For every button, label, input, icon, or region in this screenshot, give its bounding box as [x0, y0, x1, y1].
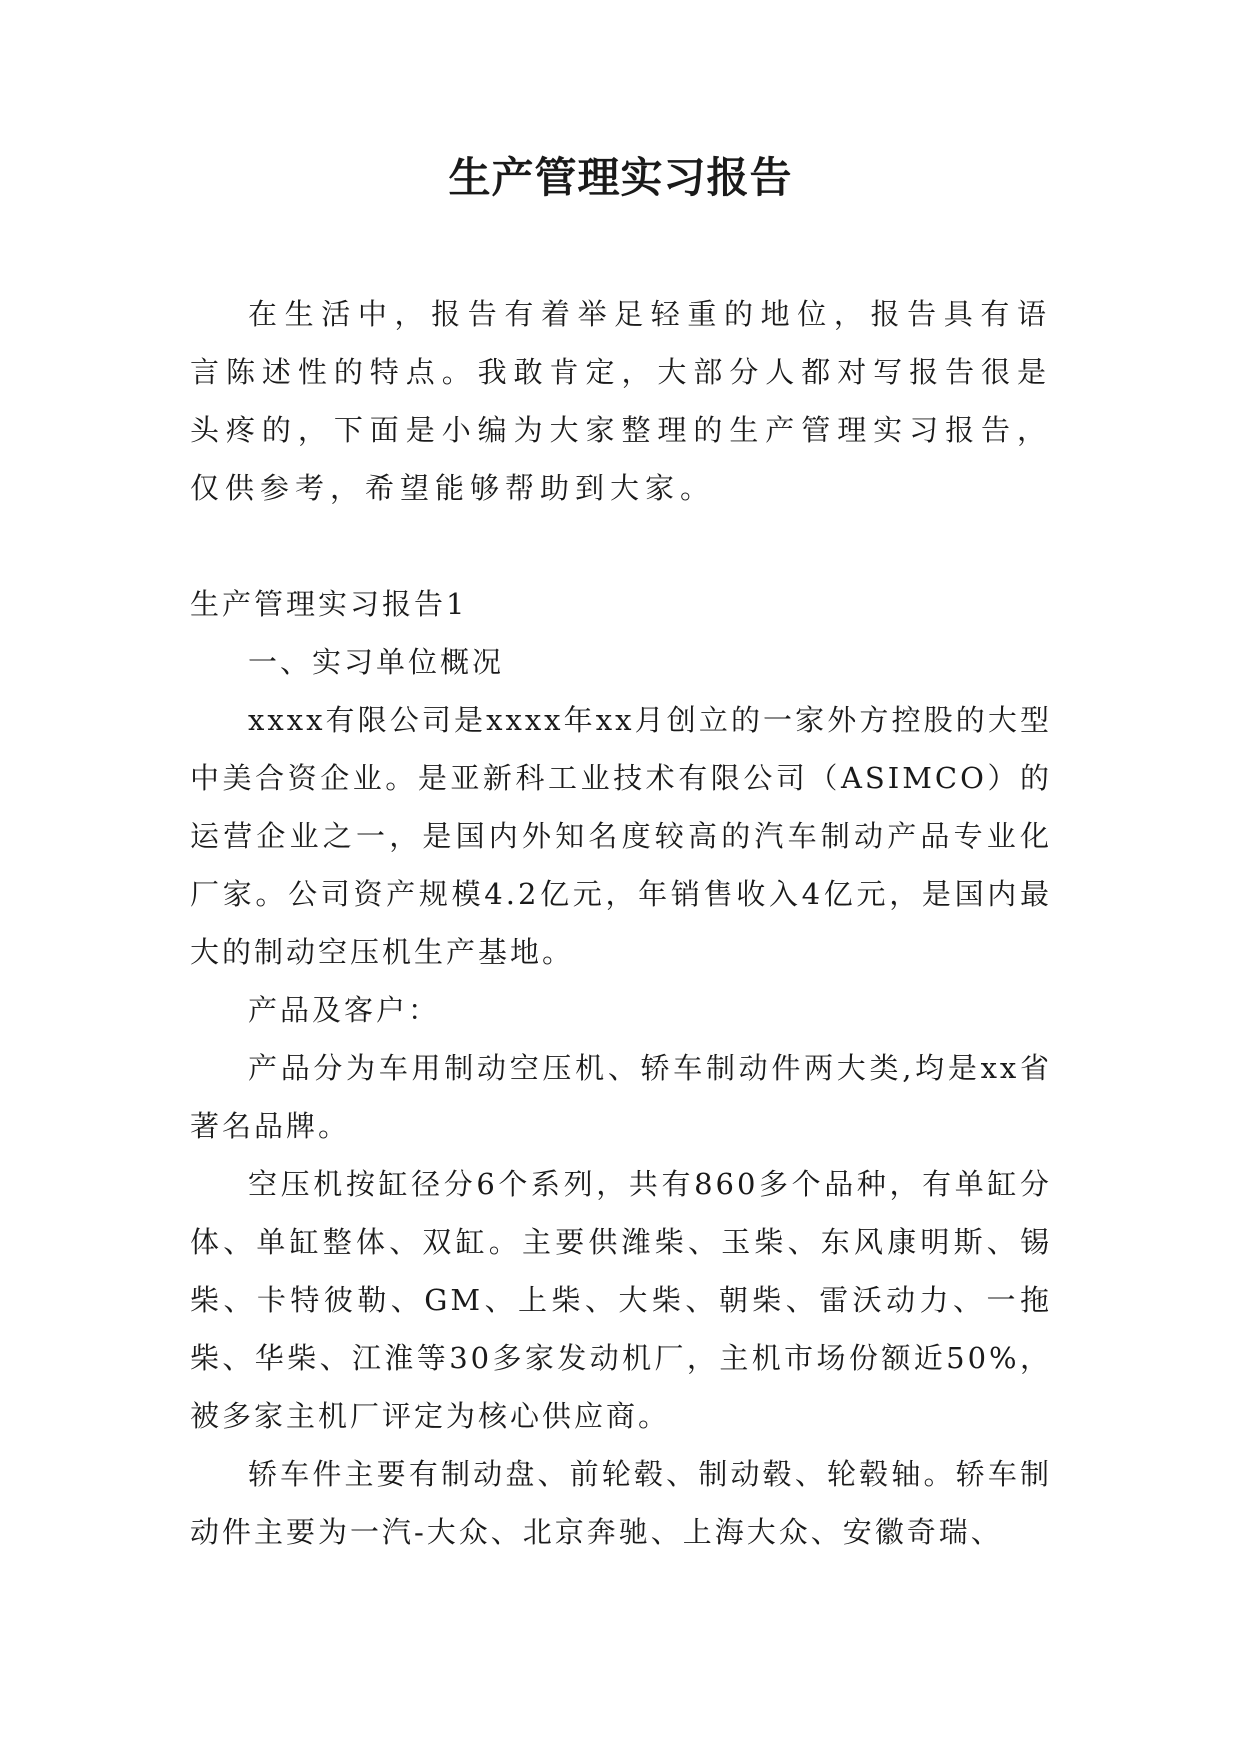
intro-paragraph: 在生活中，报告有着举足轻重的地位，报告具有语言陈述性的特点。我敢肯定，大部分人都对写报告很是头疼的，下面是小编为大家整理的生产管理实习报告，仅供参考，希望能够帮助到大家。 — [190, 297, 1052, 505]
car-parts-paragraph: 轿车件主要有制动盘、前轮毂、制动毂、轮毂轴。轿车制动件主要为一汽-大众、北京奔驰、上海大众、安徽奇瑞、 — [190, 1457, 1052, 1549]
document-body — [190, 285, 1052, 1561]
compressor-paragraph: 空压机按缸径分6个系列，共有860多个品种，有单缸分体、单缸整体、双缸。主要供潍柴、玉柴、东风康明斯、锡柴、卡特彼勒、GM、上柴、大柴、朝柴、雷沃动力、一拖柴、华柴、江淮等30多家发动机厂，主机市场份额近50%，被多家主机厂评定为核心供应商。 — [190, 1167, 1052, 1433]
section-title: 生产管理实习报告1 — [190, 587, 468, 621]
company-paragraph: xxxx有限公司是xxxx年xx月创立的一家外方控股的大型中美合资企业。是亚新科工业技术有限公司（ASIMCO）的运营企业之一，是国内外知名度较高的汽车制动产品专业化厂家。公司资产规模4.2亿元，年销售收入4亿元，是国内最大的制动空压机生产基地。 — [190, 703, 1052, 969]
subheading-company-overview: 一、实习单位概况 — [248, 645, 505, 679]
paragraph-spacer — [190, 517, 1052, 575]
document-title: 生产管理实习报告 — [448, 153, 793, 202]
subheading-products-customers: 产品及客户： — [248, 993, 441, 1027]
products-paragraph: 产品分为车用制动空压机、轿车制动件两大类,均是xx省著名品牌。 — [190, 1051, 1052, 1143]
